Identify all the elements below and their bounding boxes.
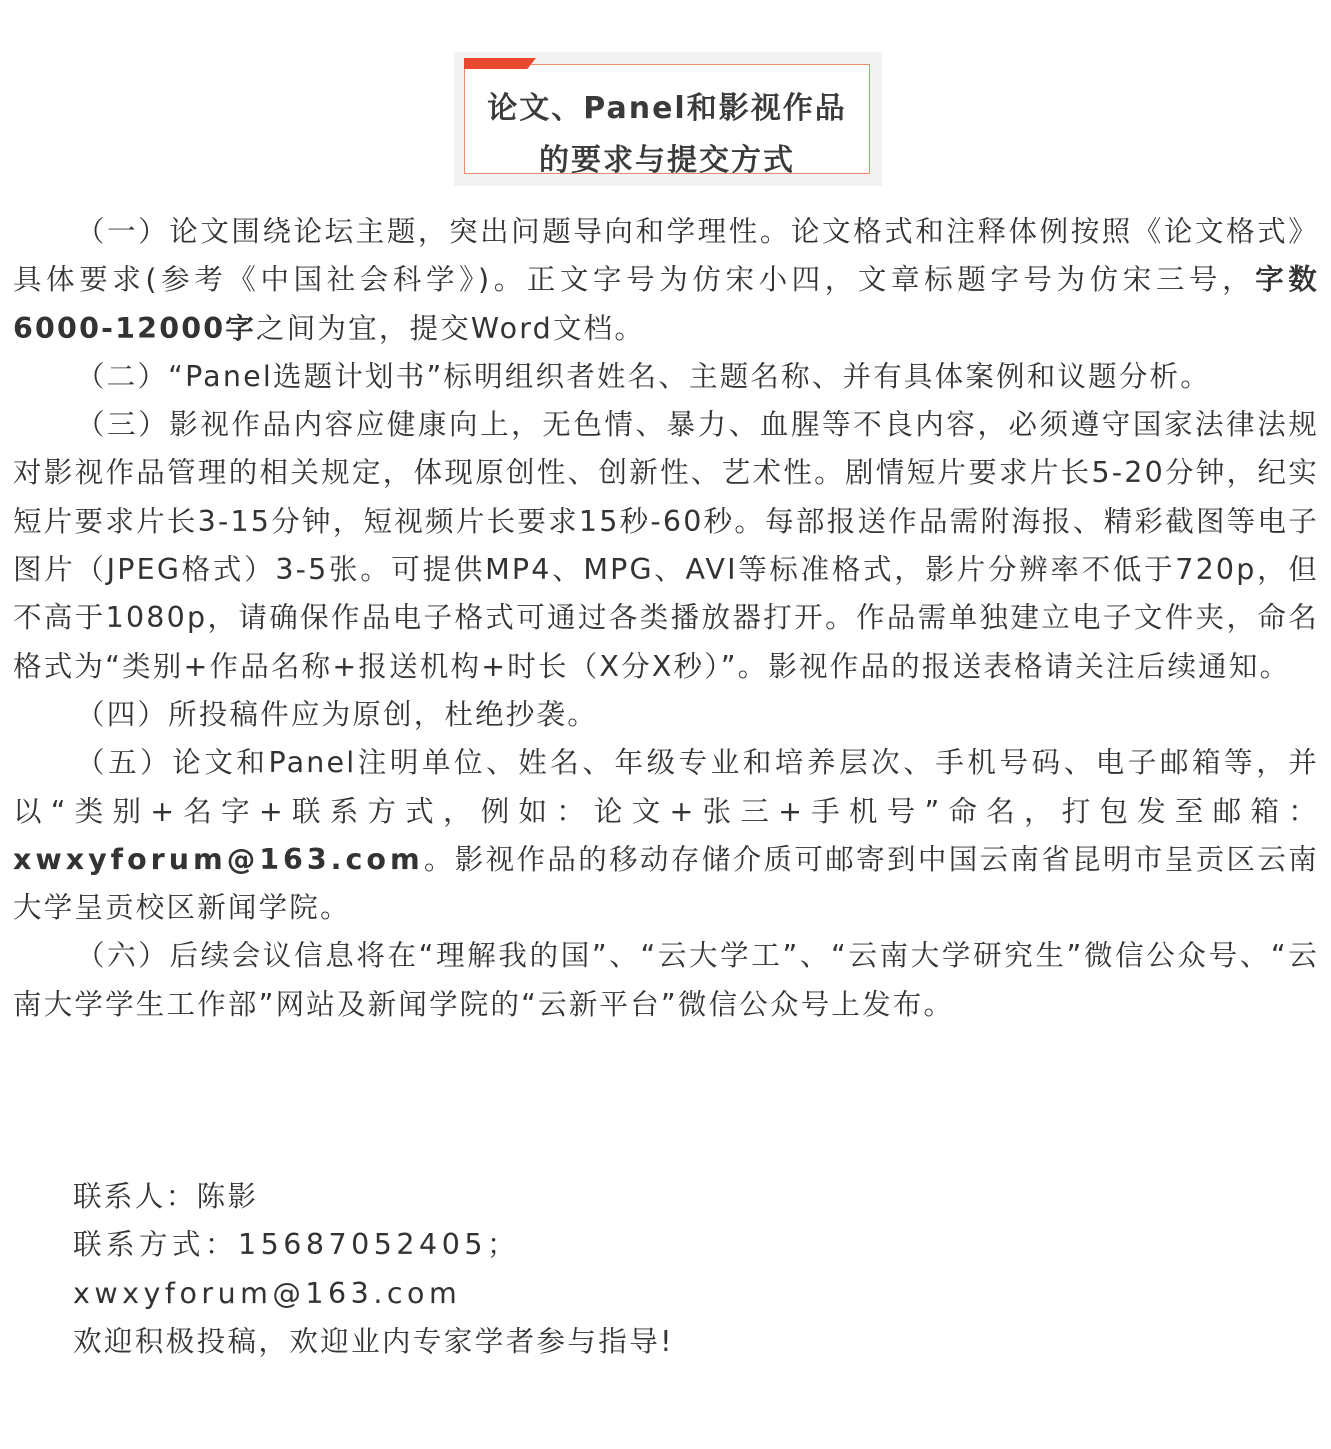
word-count-highlight: 字数6000-12000字 <box>13 263 1319 345</box>
section-title-frame <box>464 64 870 178</box>
section-title-line-1: 论文、Panel和影视作品 <box>487 91 847 126</box>
contact-email-link[interactable]: xwxyforum@163.com <box>73 1276 462 1310</box>
requirements-body <box>13 208 1319 1029</box>
paragraph-papers-text: （一）论文围绕论坛主题，突出问题导向和学理性。论文格式和注释体例按照《论文格式》具体要求(参考《中国社会科学》)。正文字号为仿宋小四，文章标题字号为仿宋三号， <box>13 215 1319 297</box>
contact-phone: 联系方式：15687052405； <box>73 1228 520 1262</box>
paragraph-announcements: （六）后续会议信息将在“理解我的国”、“云大学工”、“云南大学研究生”微信公众号、“云南大学学生工作部”网站及新闻学院的“云新平台”微信公众号上发布。 <box>13 939 1319 1021</box>
paragraph-submission-text-end: 。影视作品的移动存储介质可邮寄到中国云南省昆明市呈贡区云南大学呈贡校区新闻学院。 <box>13 842 1319 925</box>
contact-block <box>73 1173 1273 1366</box>
section-title-line-2: 的要求与提交方式 <box>539 143 795 178</box>
contact-person: 联系人：陈影 <box>73 1180 259 1213</box>
title-accent-flag <box>464 58 536 69</box>
paragraph-panel: （二）“Panel选题计划书”标明组织者姓名、主题名称、并有具体案例和议题分析。 <box>76 359 1211 393</box>
paragraph-film-works: （三）影视作品内容应健康向上，无色情、暴力、血腥等不良内容，必须遵守国家法律法规对影视作品管理的相关规定，体现原创性、创新性、艺术性。剧情短片要求片长5-20分钟，纪实短片要求片长3-15分钟，短视频片长要求15秒-60秒。每部报送作品需附海报、精彩截图等电子图片（JPEG格式）3-5张。可提供MP4、MPG、AVI等标准格式，影片分辨率不低于720p，但不高于1080p，请确保作品电子格式可通过各类播放器打开。作品需单独建立电子文件夹，命名格式为“类别+作品名称+报送机构+时长（X分X秒）”。影视作品的报送表格请关注后续通知。 <box>13 408 1319 683</box>
paragraph-submission-text: （五）论文和Panel注明单位、姓名、年级专业和培养层次、手机号码、电子邮箱等，并以“类别+名字+联系方式，例如：论文+张三+手机号”命名，打包发至邮箱： <box>13 746 1319 828</box>
welcome-message: 欢迎积极投稿，欢迎业内专家学者参与指导! <box>73 1324 674 1358</box>
submission-email-link[interactable]: xwxyforum@163.com <box>13 842 424 876</box>
section-title-box <box>454 52 882 186</box>
paragraph-papers-text-end: 之间为宜，提交Word文档。 <box>256 311 646 345</box>
paragraph-papers <box>13 208 1319 353</box>
paragraph-originality: （四）所投稿件应为原创，杜绝抄袭。 <box>76 697 598 731</box>
paragraph-submission <box>13 739 1319 932</box>
